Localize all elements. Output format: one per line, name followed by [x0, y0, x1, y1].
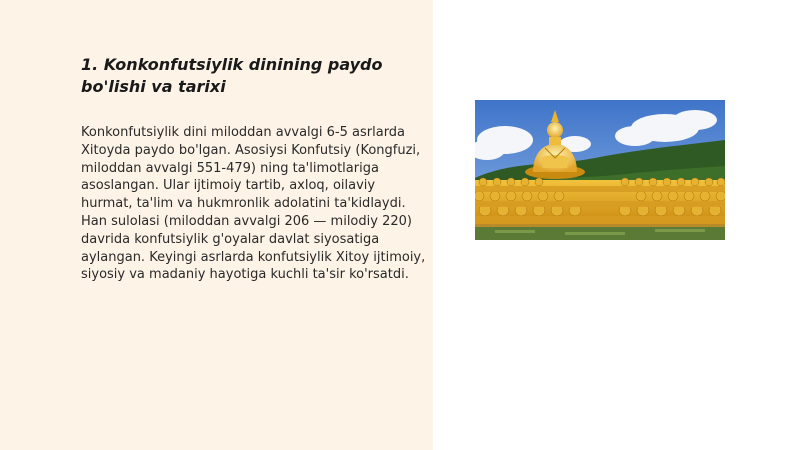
slide-body-text: Konkonfutsiylik dini miloddan avvalgi 6-5 asrlarda Xitoyda paydo bo'lgan. Asosiysi Konfutsiy (Kongfuzi, miloddan avvalgi 551-479) ning ta'limotlariga asoslangan. Ular ijtimoiy tartib, axloq, oilaviy hurmat, ta'lim va hukmronlik adolatini ta'kidlaydi. Han sulolasi (miloddan avvalgi 206 — milodiy 220) davrida konfutsiylik g'oyalar davlat siyosatiga aylangan. Keyingi asrlarda konfutsiylik Xitoy ijtimoiy, siyosiy va madaniy hayotiga kuchli ta'sir ko'rsatdi.	[81, 125, 426, 283]
golden-buddha-statues-photo	[475, 100, 725, 240]
slide-title: 1. Konkonfutsiylik dinining paydo bo'lishi va tarixi	[81, 55, 383, 96]
